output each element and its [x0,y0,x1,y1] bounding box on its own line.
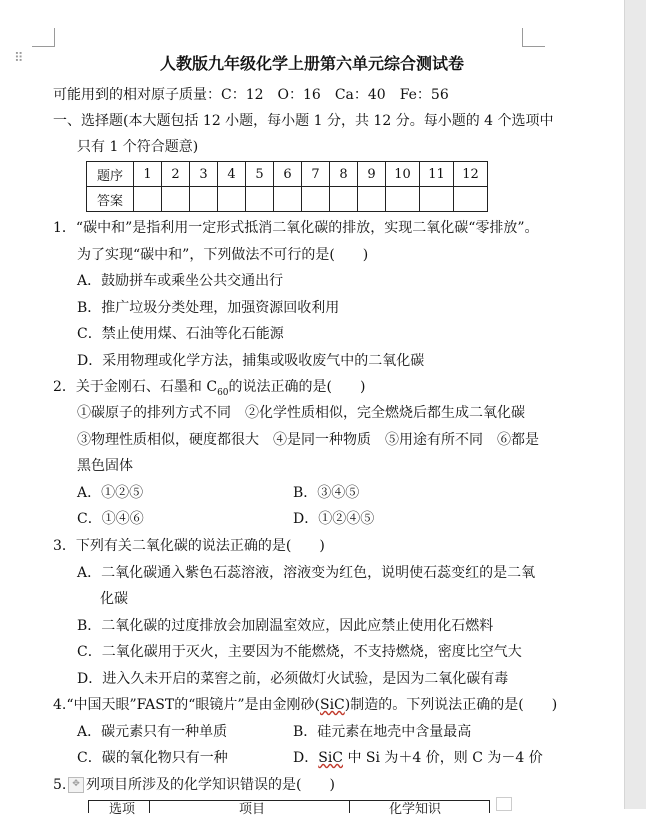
q4-option-d [293,748,543,768]
q4-option-a: A．碳元素只有一种单质 [77,724,228,740]
table-divider [149,801,150,813]
page-title: 人教版九年级化学上册第六单元综合测试卷 [159,54,464,73]
answer-cell[interactable] [246,187,274,212]
q1-stem: 1．“碳中和”是指利用一定形式抵消二氧化碳的排放，实现二氧化碳“零排放”。 [53,220,539,236]
table-header-cell: 题序 [87,162,134,187]
q4-option-d-sic: SiC [318,750,344,766]
q2-stem-pre: 2．关于金刚石、石墨和 C [53,379,218,395]
q4-option-b: B．硅元素在地壳中含量最高 [293,724,472,740]
q2-option-c: C．①④⑥ [77,511,144,527]
answer-cell[interactable] [302,187,330,212]
q5-col-knowledge: 化学知识 [389,802,442,817]
section1-heading: 一、选择题(本大题包括 12 小题，每小题 1 分，共 12 分。每小题的 4 个选项中 [53,113,554,129]
table-number-cell: 6 [274,162,302,187]
q2-statements-3: 黑色固体 [77,458,133,474]
table-divider [349,801,350,813]
q3-option-c: C．二氧化碳用于灭火，主要因为不能燃烧，不支持燃烧，密度比空气大 [77,644,522,660]
q3-option-a: A．二氧化碳通入紫色石蕊溶液，溶液变为红色，说明使石蕊变红的是二氧 [77,565,536,581]
q2-option-b: B．③④⑤ [293,485,360,501]
q5-stem: 列项目所涉及的化学知识错误的是( ) [86,777,335,793]
q1-option-a: A．鼓励拼车或乘坐公共交通出行 [77,273,284,289]
q3-option-a-cont: 化碳 [100,591,128,607]
drag-handle-icon[interactable]: ⠿ [14,51,23,66]
q5-stem-num: 5. [53,777,67,793]
q5-table [88,800,490,817]
table-number-cell: 10 [386,162,420,187]
table-number-cell: 7 [302,162,330,187]
q4-option-d-post: 中 Si 为＋4 价，则 C 为－4 价 [343,750,543,766]
table-move-handle-icon[interactable]: ✥ [68,777,84,793]
q4-stem-pre: 4.“中国天眼”FAST的“眼镜片”是由金刚砂( [53,697,320,713]
document-gutter [624,0,646,809]
q1-stem-cont: 为了实现“碳中和”，下列做法不可行的是( ) [77,247,369,263]
table-number-cell: 8 [330,162,358,187]
q1-option-d: D．采用物理或化学方法，捕集或吸收废气中的二氧化碳 [77,353,425,369]
answer-table-answer-row [87,187,488,212]
answer-cell[interactable] [386,187,420,212]
q1-option-b: B．推广垃圾分类处理，加强资源回收利用 [77,300,340,316]
table-number-cell: 11 [420,162,454,187]
answer-cell[interactable] [358,187,386,212]
q3-option-b: B．二氧化碳的过度排放会加剧温室效应，因此应禁止使用化石燃料 [77,618,494,634]
section1-heading-cont: 只有 1 个符合题意) [77,139,199,155]
answer-cell[interactable] [134,187,162,212]
table-number-cell: 2 [162,162,190,187]
answer-table-header-row [87,162,488,187]
q2-statements-1: ①碳原子的排列方式不同 ②化学性质相似，完全燃烧后都生成二氧化碳 [77,405,525,421]
q1-option-c: C．禁止使用煤、石油等化石能源 [77,326,284,342]
table-answer-label: 答案 [87,187,134,212]
atomic-mass-line: 可能用到的相对原子质量：C：12 O：16 Ca：40 Fe：56 [53,87,449,103]
table-number-cell: 12 [454,162,488,187]
answer-cell[interactable] [454,187,488,212]
answer-cell[interactable] [218,187,246,212]
answer-cell[interactable] [330,187,358,212]
answer-cell[interactable] [162,187,190,212]
q4-stem-post: )制造的。下列说法正确的是( ) [344,697,558,713]
q3-option-d: D．进入久未开启的菜窖之前，必须做灯火试验，是因为二氧化碳有毒 [77,671,509,687]
answer-table [86,161,488,212]
q2-option-d: D．①②④⑤ [293,511,375,527]
q4-stem [53,695,557,715]
q4-option-d-pre: D． [293,750,319,766]
answer-cell[interactable] [190,187,218,212]
table-number-cell: 1 [134,162,162,187]
page-corner-mark-top-right [522,28,545,47]
answer-cell[interactable] [274,187,302,212]
q2-statements-2: ③物理性质相似，硬度都很大 ④是同一种物质 ⑤用途有所不同 ⑥都是 [77,432,539,448]
q2-stem-post: 的说法正确的是( ) [228,379,366,395]
page-corner-mark-top-left [32,28,55,47]
q3-stem: 3．下列有关二氧化碳的说法正确的是( ) [53,538,325,554]
table-number-cell: 4 [218,162,246,187]
q2-stem [53,377,365,403]
answer-cell[interactable] [420,187,454,212]
q4-stem-sic: SiC [319,697,345,713]
q2-option-a: A．①②⑤ [77,485,144,501]
q2-stem-subscript: 60 [217,387,229,398]
table-number-cell: 3 [190,162,218,187]
q5-col-option: 选项 [109,802,136,817]
table-number-cell: 5 [246,162,274,187]
q4-option-c: C．碳的氧化物只有一种 [77,750,228,766]
q5-col-item: 项目 [239,802,266,817]
table-number-cell: 9 [358,162,386,187]
